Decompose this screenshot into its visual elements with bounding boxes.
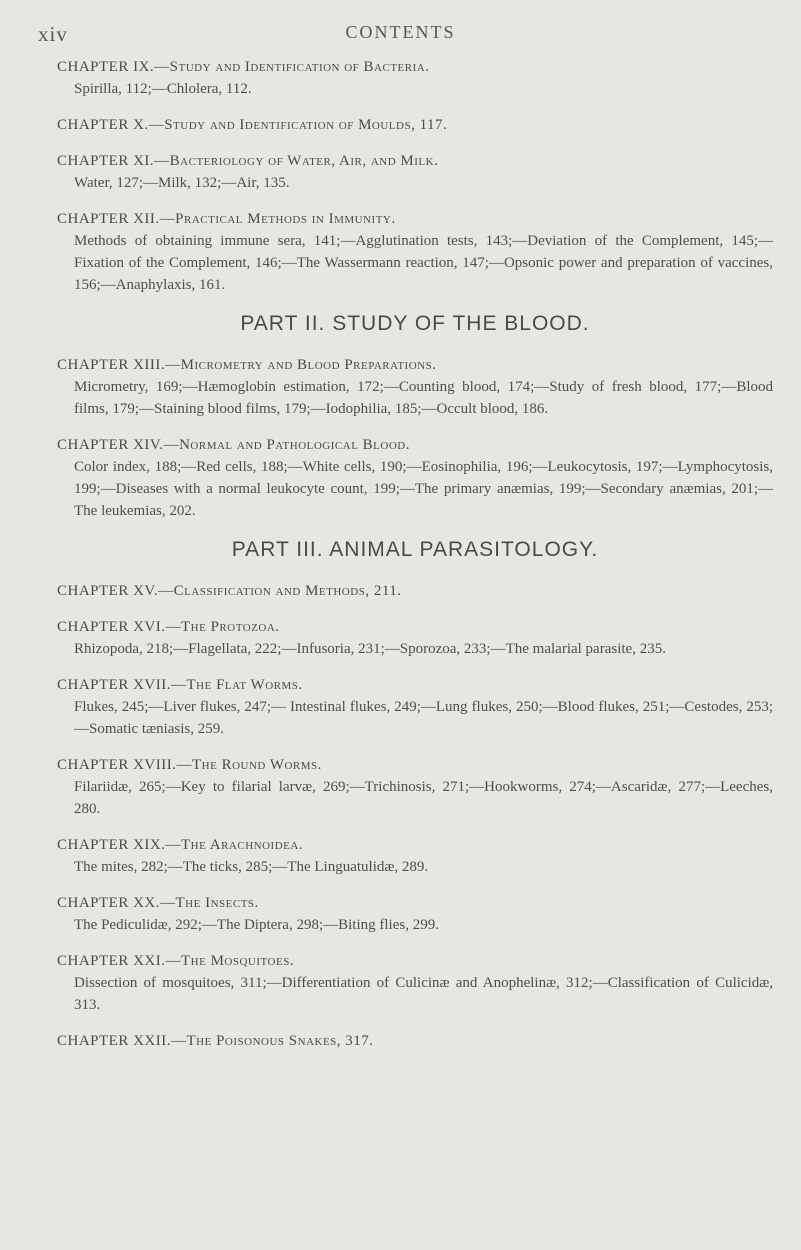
chapter-contents: Filariidæ, 265;—Key to filarial larvæ, 269;—Trichinosis, 271;—Hookworms, 274;—Ascaridæ, 277;—Leeches, 280. [74, 779, 773, 817]
running-title: CONTENTS [345, 22, 456, 42]
chapter-contents: Rhizopoda, 218;—Flagellata, 222;—Infusoria, 231;—Sporozoa, 233;—The malarial parasite, 235. [74, 641, 666, 657]
chapter-entry [57, 208, 773, 296]
chapter-entry [57, 754, 773, 820]
chapter-number: CHAPTER XIX. [57, 837, 166, 853]
chapter-entry [57, 616, 773, 660]
part-heading: PART III. ANIMAL PARASITOLOGY. [231, 538, 599, 561]
chapter-entry [57, 56, 773, 100]
chapter-title: —Study and Identification of Moulds, 117. [148, 117, 448, 133]
chapter-heading [57, 616, 773, 638]
chapter-entry [57, 674, 773, 740]
chapter-number: CHAPTER XXI. [57, 953, 166, 969]
chapter-heading [57, 1030, 773, 1052]
chapter-entry [57, 950, 773, 1016]
chapter-entry [57, 834, 773, 878]
chapter-entry [57, 354, 773, 420]
chapter-number: CHAPTER XIII. [57, 357, 166, 373]
chapter-number: CHAPTER X. [57, 117, 149, 133]
chapter-heading [57, 114, 773, 136]
chapter-heading [57, 56, 773, 78]
chapter-contents: Water, 127;—Milk, 132;—Air, 135. [74, 175, 290, 191]
chapter-heading [57, 580, 773, 602]
chapter-title: —Micrometry and Blood Preparations. [165, 357, 437, 373]
chapter-heading [57, 950, 773, 972]
chapter-entry [57, 1030, 773, 1052]
chapter-heading [57, 354, 773, 376]
chapter-title: —The Insects. [160, 895, 259, 911]
page-number: xiv [38, 22, 68, 46]
chapter-number: CHAPTER XVII. [57, 677, 171, 693]
chapter-title: —Normal and Pathological Blood. [163, 437, 410, 453]
chapter-contents: Methods of obtaining immune sera, 141;—Agglutination tests, 143;—Deviation of the Complement, 145;—Fixation of the Complement, 146;—The Wassermann reaction, 147;—Opsonic power and preparation of vaccines, 156;—Anaphylaxis, 161. [74, 233, 773, 293]
chapter-number: CHAPTER XX. [57, 895, 161, 911]
chapter-title: —The Flat Worms. [171, 677, 303, 693]
chapter-number: CHAPTER XVIII. [57, 757, 177, 773]
chapter-title: —Study and Identification of Bacteria. [154, 59, 430, 75]
chapter-number: CHAPTER XII. [57, 211, 160, 227]
chapter-contents: The mites, 282;—The ticks, 285;—The Linguatulidæ, 289. [74, 859, 429, 875]
chapter-entry [57, 434, 773, 522]
chapter-contents: Spirilla, 112;—Chlolera, 112. [74, 81, 252, 97]
chapter-number: CHAPTER XIV. [57, 437, 164, 453]
chapter-contents: Color index, 188;—Red cells, 188;—White cells, 190;—Eosinophilia, 196;—Leukocytosis, 197;—Lymphocytosis, 199;—Diseases with a normal leukocyte count, 199;—The primary anæmias, 199;—Secondary anæmias, 201;—The leukemias, 202. [74, 459, 773, 519]
chapter-contents: The Pediculidæ, 292;—The Diptera, 298;—Biting flies, 299. [74, 917, 439, 933]
chapter-contents: Micrometry, 169;—Hæmoglobin estimation, 172;—Counting blood, 174;—Study of fresh blood, 177;—Blood films, 179;—Staining blood films, 179;—Iodophilia, 185;—Occult blood, 186. [74, 379, 773, 417]
table-of-contents [57, 56, 773, 1066]
chapter-heading [57, 754, 773, 776]
chapter-entry [57, 114, 773, 136]
chapter-title: —The Arachnoidea. [165, 837, 304, 853]
chapter-entry [57, 892, 773, 936]
chapter-entry [57, 150, 773, 194]
part-heading: PART II. STUDY OF THE BLOOD. [240, 312, 590, 335]
chapter-title: —The Mosquitoes. [165, 953, 295, 969]
chapter-title: —Classification and Methods, 211. [158, 583, 402, 599]
chapter-title: —Bacteriology of Water, Air, and Milk. [154, 153, 439, 169]
chapter-number: CHAPTER XVI. [57, 619, 166, 635]
chapter-number: CHAPTER XV. [57, 583, 159, 599]
running-head [0, 22, 801, 46]
chapter-contents: Dissection of mosquitoes, 311;—Differentiation of Culicinæ and Anophelinæ, 312;—Classification of Culicidæ, 313. [74, 975, 773, 1013]
chapter-heading [57, 892, 773, 914]
chapter-title: —The Protozoa. [165, 619, 280, 635]
chapter-heading [57, 674, 773, 696]
chapter-number: CHAPTER XXII. [57, 1033, 171, 1049]
chapter-heading [57, 150, 773, 172]
chapter-title: —Practical Methods in Immunity. [159, 211, 396, 227]
chapter-heading [57, 434, 773, 456]
chapter-entry [57, 580, 773, 602]
chapter-number: CHAPTER XI. [57, 153, 155, 169]
chapter-number: CHAPTER IX. [57, 59, 155, 75]
chapter-title: —The Poisonous Snakes, 317. [171, 1033, 374, 1049]
chapter-title: —The Round Worms. [176, 757, 322, 773]
chapter-heading [57, 208, 773, 230]
chapter-contents: Flukes, 245;—Liver flukes, 247;— Intestinal flukes, 249;—Lung flukes, 250;—Blood flukes, 251;—Cestodes, 253;—Somatic tæniasis, 259. [74, 699, 773, 737]
chapter-heading [57, 834, 773, 856]
